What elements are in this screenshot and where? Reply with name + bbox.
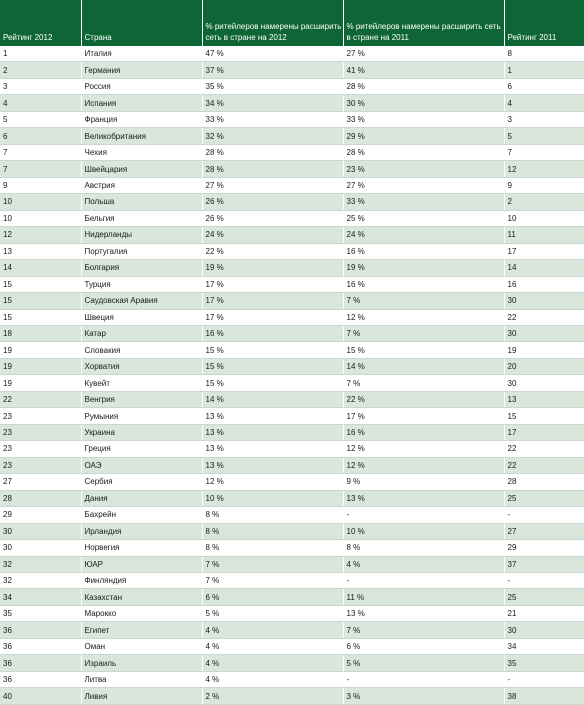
table-row xyxy=(0,358,584,374)
country-cell: Швейцария xyxy=(81,161,202,177)
rank-2012-cell: 23 xyxy=(0,441,81,457)
pct-2011-cell: 19 % xyxy=(343,260,504,276)
table-row xyxy=(0,573,584,589)
table-row xyxy=(0,243,584,259)
country-cell: Греция xyxy=(81,441,202,457)
pct-2011-cell: 7 % xyxy=(343,325,504,341)
table-row xyxy=(0,424,584,440)
pct-2012-cell: 13 % xyxy=(202,457,343,473)
country-cell: Оман xyxy=(81,638,202,654)
country-cell: Болгария xyxy=(81,260,202,276)
rank-2012-cell: 36 xyxy=(0,638,81,654)
pct-2011-cell: 24 % xyxy=(343,227,504,243)
rank-2012-cell: 29 xyxy=(0,507,81,523)
rank-2012-cell: 9 xyxy=(0,177,81,193)
pct-2012-cell: 4 % xyxy=(202,622,343,638)
pct-2011-cell: 6 % xyxy=(343,638,504,654)
table-row xyxy=(0,128,584,144)
pct-2011-cell: 12 % xyxy=(343,441,504,457)
table-row xyxy=(0,408,584,424)
rank-2011-cell: - xyxy=(504,507,584,523)
rank-2011-cell: 5 xyxy=(504,128,584,144)
rank-2012-cell: 7 xyxy=(0,161,81,177)
rank-2011-cell: 29 xyxy=(504,540,584,556)
rank-2011-cell: 34 xyxy=(504,638,584,654)
rank-2012-cell: 18 xyxy=(0,325,81,341)
pct-2012-cell: 8 % xyxy=(202,540,343,556)
rank-2011-cell: 30 xyxy=(504,325,584,341)
rank-2011-cell: 22 xyxy=(504,441,584,457)
pct-2011-cell: 25 % xyxy=(343,210,504,226)
rank-2012-cell: 23 xyxy=(0,408,81,424)
country-cell: Бахрейн xyxy=(81,507,202,523)
rank-2011-cell: 30 xyxy=(504,293,584,309)
pct-2012-cell: 24 % xyxy=(202,227,343,243)
country-cell: Кувейт xyxy=(81,375,202,391)
rank-2011-cell: 37 xyxy=(504,556,584,572)
rank-2012-cell: 10 xyxy=(0,210,81,226)
pct-2011-cell: 28 % xyxy=(343,144,504,160)
pct-2012-cell: 17 % xyxy=(202,293,343,309)
rank-2012-cell: 36 xyxy=(0,622,81,638)
rank-2011-cell: 17 xyxy=(504,424,584,440)
pct-2011-cell: 22 % xyxy=(343,391,504,407)
pct-2011-cell: 33 % xyxy=(343,194,504,210)
pct-2012-cell: 16 % xyxy=(202,325,343,341)
pct-2011-cell: 27 % xyxy=(343,46,504,62)
pct-2011-cell: - xyxy=(343,507,504,523)
pct-2011-cell: 16 % xyxy=(343,276,504,292)
pct-2012-cell: 28 % xyxy=(202,161,343,177)
pct-2012-cell: 13 % xyxy=(202,408,343,424)
table-row xyxy=(0,95,584,111)
pct-2011-cell: 17 % xyxy=(343,408,504,424)
rank-2012-cell: 36 xyxy=(0,671,81,687)
pct-2012-cell: 15 % xyxy=(202,375,343,391)
table-row xyxy=(0,293,584,309)
pct-2011-cell: 14 % xyxy=(343,358,504,374)
rank-2011-cell: 10 xyxy=(504,210,584,226)
pct-2012-cell: 4 % xyxy=(202,671,343,687)
rank-2011-cell: 3 xyxy=(504,111,584,127)
rank-2011-cell: 13 xyxy=(504,391,584,407)
rank-2012-cell: 30 xyxy=(0,523,81,539)
rank-2011-cell: - xyxy=(504,573,584,589)
country-cell: Франция xyxy=(81,111,202,127)
country-cell: Сербия xyxy=(81,474,202,490)
rank-2012-cell: 32 xyxy=(0,556,81,572)
rank-2011-cell: 6 xyxy=(504,78,584,94)
pct-2012-cell: 35 % xyxy=(202,78,343,94)
table-header xyxy=(0,0,584,46)
table-row xyxy=(0,688,584,704)
header-row xyxy=(0,0,584,46)
rank-2012-cell: 19 xyxy=(0,342,81,358)
rank-2012-cell: 30 xyxy=(0,540,81,556)
rank-2011-cell: 27 xyxy=(504,523,584,539)
table-row xyxy=(0,391,584,407)
country-cell: ОАЭ xyxy=(81,457,202,473)
pct-2012-cell: 28 % xyxy=(202,144,343,160)
pct-2011-cell: - xyxy=(343,573,504,589)
rank-2011-cell: 19 xyxy=(504,342,584,358)
country-cell: Ирландия xyxy=(81,523,202,539)
rank-2012-cell: 19 xyxy=(0,358,81,374)
pct-2012-cell: 12 % xyxy=(202,474,343,490)
rank-2011-cell: 35 xyxy=(504,655,584,671)
pct-2012-cell: 7 % xyxy=(202,573,343,589)
pct-2012-cell: 26 % xyxy=(202,194,343,210)
rank-2011-cell: 30 xyxy=(504,622,584,638)
pct-2011-cell: 30 % xyxy=(343,95,504,111)
country-cell: Венгрия xyxy=(81,391,202,407)
pct-2011-cell: 4 % xyxy=(343,556,504,572)
rank-2012-cell: 6 xyxy=(0,128,81,144)
pct-2011-cell: 8 % xyxy=(343,540,504,556)
rank-2012-cell: 3 xyxy=(0,78,81,94)
pct-2012-cell: 32 % xyxy=(202,128,343,144)
pct-2011-cell: 28 % xyxy=(343,78,504,94)
rank-2011-cell: 22 xyxy=(504,309,584,325)
pct-2011-cell: 7 % xyxy=(343,293,504,309)
pct-2012-cell: 4 % xyxy=(202,655,343,671)
pct-2012-cell: 22 % xyxy=(202,243,343,259)
pct-2011-cell: 12 % xyxy=(343,309,504,325)
pct-2012-cell: 13 % xyxy=(202,424,343,440)
country-cell: Бельгия xyxy=(81,210,202,226)
rank-2011-cell: 17 xyxy=(504,243,584,259)
rank-2011-cell: 2 xyxy=(504,194,584,210)
country-cell: Дания xyxy=(81,490,202,506)
table-row xyxy=(0,227,584,243)
pct-2012-cell: 19 % xyxy=(202,260,343,276)
header-rank-2012: Рейтинг 2012 xyxy=(0,0,81,46)
pct-2011-cell: 15 % xyxy=(343,342,504,358)
country-cell: Украина xyxy=(81,424,202,440)
header-pct-2012: % ритейлеров намерены расширить сеть в стране на 2012 xyxy=(202,0,343,46)
pct-2012-cell: 26 % xyxy=(202,210,343,226)
pct-2011-cell: 16 % xyxy=(343,424,504,440)
rank-2011-cell: 8 xyxy=(504,46,584,62)
table-row xyxy=(0,309,584,325)
table-row xyxy=(0,46,584,62)
pct-2011-cell: 5 % xyxy=(343,655,504,671)
country-cell: Ливия xyxy=(81,688,202,704)
pct-2011-cell: 7 % xyxy=(343,375,504,391)
rank-2012-cell: 19 xyxy=(0,375,81,391)
rank-2012-cell: 22 xyxy=(0,391,81,407)
table-row xyxy=(0,78,584,94)
rank-2011-cell: 30 xyxy=(504,375,584,391)
rank-2012-cell: 34 xyxy=(0,589,81,605)
rank-2011-cell: 1 xyxy=(504,62,584,78)
pct-2011-cell: 41 % xyxy=(343,62,504,78)
pct-2011-cell: 7 % xyxy=(343,622,504,638)
table-row xyxy=(0,671,584,687)
country-cell: Нидерланды xyxy=(81,227,202,243)
country-cell: Финляндия xyxy=(81,573,202,589)
rank-2011-cell: 12 xyxy=(504,161,584,177)
table-row xyxy=(0,507,584,523)
country-cell: Чехия xyxy=(81,144,202,160)
pct-2011-cell: 13 % xyxy=(343,605,504,621)
country-cell: Египет xyxy=(81,622,202,638)
country-cell: Литва xyxy=(81,671,202,687)
table-row xyxy=(0,260,584,276)
pct-2012-cell: 37 % xyxy=(202,62,343,78)
country-cell: Катар xyxy=(81,325,202,341)
rank-2012-cell: 36 xyxy=(0,655,81,671)
rank-2011-cell: 22 xyxy=(504,457,584,473)
table-row xyxy=(0,540,584,556)
rank-2012-cell: 5 xyxy=(0,111,81,127)
rank-2011-cell: 9 xyxy=(504,177,584,193)
pct-2011-cell: 9 % xyxy=(343,474,504,490)
table-row xyxy=(0,638,584,654)
header-rank-2011: Рейтинг 2011 xyxy=(504,0,584,46)
pct-2012-cell: 27 % xyxy=(202,177,343,193)
table-row xyxy=(0,161,584,177)
rank-2012-cell: 32 xyxy=(0,573,81,589)
table-row xyxy=(0,655,584,671)
rank-2011-cell: 20 xyxy=(504,358,584,374)
rank-2011-cell: 28 xyxy=(504,474,584,490)
pct-2012-cell: 15 % xyxy=(202,358,343,374)
country-cell: Великобритания xyxy=(81,128,202,144)
country-cell: Израиль xyxy=(81,655,202,671)
country-cell: Хорватия xyxy=(81,358,202,374)
table-row xyxy=(0,490,584,506)
rank-2012-cell: 28 xyxy=(0,490,81,506)
pct-2012-cell: 7 % xyxy=(202,556,343,572)
rank-2012-cell: 27 xyxy=(0,474,81,490)
rank-2012-cell: 1 xyxy=(0,46,81,62)
rank-2011-cell: 11 xyxy=(504,227,584,243)
rank-2011-cell: 25 xyxy=(504,589,584,605)
rank-2012-cell: 23 xyxy=(0,424,81,440)
rank-2012-cell: 12 xyxy=(0,227,81,243)
rank-2012-cell: 15 xyxy=(0,309,81,325)
rank-2011-cell: 7 xyxy=(504,144,584,160)
pct-2011-cell: - xyxy=(343,671,504,687)
table-row xyxy=(0,62,584,78)
country-cell: Россия xyxy=(81,78,202,94)
pct-2011-cell: 27 % xyxy=(343,177,504,193)
rank-2012-cell: 13 xyxy=(0,243,81,259)
table-row xyxy=(0,523,584,539)
pct-2012-cell: 14 % xyxy=(202,391,343,407)
pct-2011-cell: 12 % xyxy=(343,457,504,473)
pct-2011-cell: 10 % xyxy=(343,523,504,539)
country-cell: Норвегия xyxy=(81,540,202,556)
pct-2012-cell: 33 % xyxy=(202,111,343,127)
rank-2011-cell: 38 xyxy=(504,688,584,704)
header-pct-2011: % ритейлеров намерены расширить сеть в стране на 2011 xyxy=(343,0,504,46)
country-cell: Румыния xyxy=(81,408,202,424)
header-country: Страна xyxy=(81,0,202,46)
pct-2011-cell: 23 % xyxy=(343,161,504,177)
table-row xyxy=(0,605,584,621)
table-row xyxy=(0,622,584,638)
rank-2012-cell: 35 xyxy=(0,605,81,621)
rank-2012-cell: 10 xyxy=(0,194,81,210)
pct-2012-cell: 8 % xyxy=(202,523,343,539)
pct-2011-cell: 29 % xyxy=(343,128,504,144)
country-cell: Испания xyxy=(81,95,202,111)
table-row xyxy=(0,589,584,605)
pct-2012-cell: 10 % xyxy=(202,490,343,506)
pct-2012-cell: 6 % xyxy=(202,589,343,605)
table-row xyxy=(0,177,584,193)
table-body xyxy=(0,46,584,704)
pct-2012-cell: 8 % xyxy=(202,507,343,523)
pct-2011-cell: 13 % xyxy=(343,490,504,506)
table-row xyxy=(0,194,584,210)
table-row xyxy=(0,457,584,473)
pct-2012-cell: 15 % xyxy=(202,342,343,358)
table-row xyxy=(0,325,584,341)
country-cell: Германия xyxy=(81,62,202,78)
country-cell: Словакия xyxy=(81,342,202,358)
pct-2012-cell: 34 % xyxy=(202,95,343,111)
rank-2011-cell: 16 xyxy=(504,276,584,292)
country-cell: Марокко xyxy=(81,605,202,621)
rank-2011-cell: 15 xyxy=(504,408,584,424)
country-cell: Португалия xyxy=(81,243,202,259)
rank-2012-cell: 23 xyxy=(0,457,81,473)
country-cell: Польша xyxy=(81,194,202,210)
country-cell: ЮАР xyxy=(81,556,202,572)
pct-2011-cell: 3 % xyxy=(343,688,504,704)
country-cell: Швеция xyxy=(81,309,202,325)
rank-2012-cell: 7 xyxy=(0,144,81,160)
rank-2012-cell: 14 xyxy=(0,260,81,276)
table-row xyxy=(0,441,584,457)
table-row xyxy=(0,474,584,490)
rank-2012-cell: 2 xyxy=(0,62,81,78)
pct-2012-cell: 5 % xyxy=(202,605,343,621)
rank-2011-cell: 14 xyxy=(504,260,584,276)
rank-2011-cell: 21 xyxy=(504,605,584,621)
pct-2011-cell: 33 % xyxy=(343,111,504,127)
table-row xyxy=(0,342,584,358)
table-row xyxy=(0,111,584,127)
table-row xyxy=(0,375,584,391)
table-row xyxy=(0,210,584,226)
pct-2012-cell: 47 % xyxy=(202,46,343,62)
country-cell: Турция xyxy=(81,276,202,292)
country-cell: Италия xyxy=(81,46,202,62)
pct-2011-cell: 16 % xyxy=(343,243,504,259)
table-row xyxy=(0,276,584,292)
pct-2012-cell: 17 % xyxy=(202,276,343,292)
rank-2011-cell: - xyxy=(504,671,584,687)
table-row xyxy=(0,556,584,572)
table-row xyxy=(0,144,584,160)
pct-2012-cell: 4 % xyxy=(202,638,343,654)
country-cell: Австрия xyxy=(81,177,202,193)
rank-2011-cell: 4 xyxy=(504,95,584,111)
rank-2012-cell: 40 xyxy=(0,688,81,704)
rank-2012-cell: 15 xyxy=(0,276,81,292)
pct-2011-cell: 11 % xyxy=(343,589,504,605)
rank-2012-cell: 4 xyxy=(0,95,81,111)
rank-2011-cell: 25 xyxy=(504,490,584,506)
pct-2012-cell: 17 % xyxy=(202,309,343,325)
country-cell: Саудовская Аравия xyxy=(81,293,202,309)
country-cell: Казахстан xyxy=(81,589,202,605)
rank-2012-cell: 15 xyxy=(0,293,81,309)
pct-2012-cell: 13 % xyxy=(202,441,343,457)
pct-2012-cell: 2 % xyxy=(202,688,343,704)
